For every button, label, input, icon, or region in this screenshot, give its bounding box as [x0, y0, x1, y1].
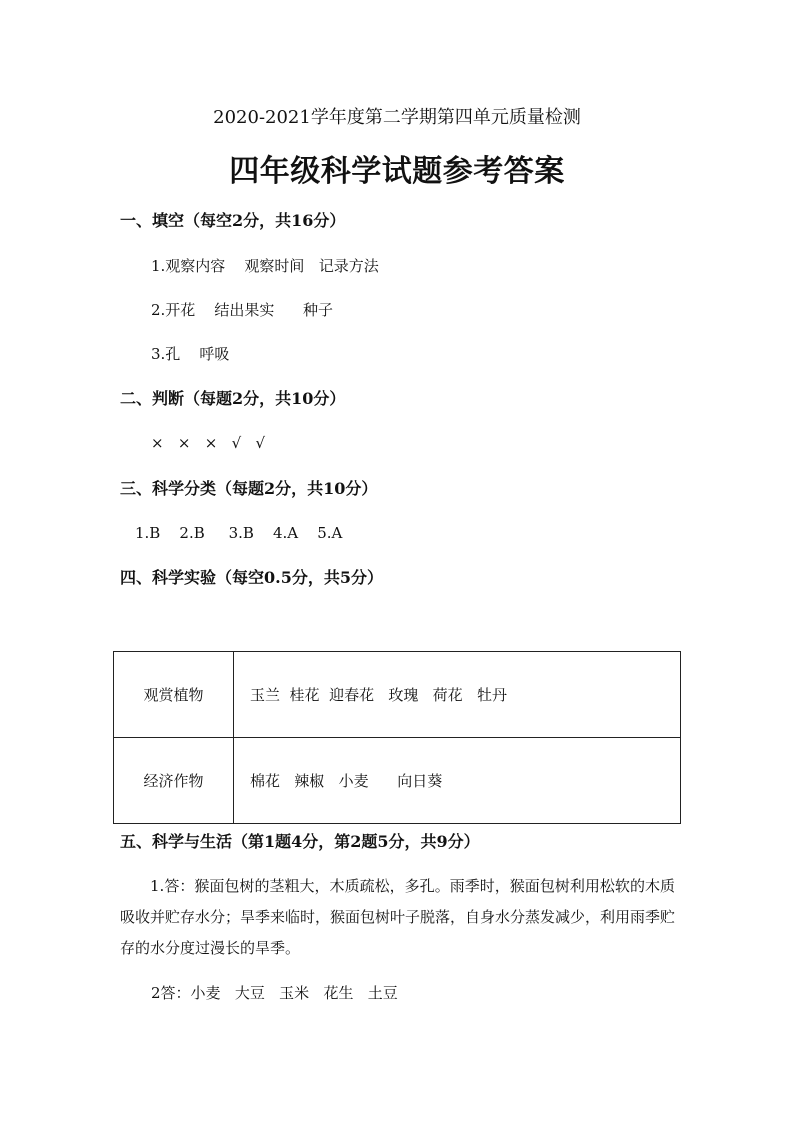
section-5-answer-1: 1.答：猴面包树的茎粗大，木质疏松，多孔。雨季时，猴面包树利用松软的木质吸收并贮存水分；旱季来临时，猴面包树叶子脱落，自身水分蒸发减少，利用雨季贮存的水分度过漫长的旱季。 [120, 877, 676, 957]
exam-subtitle: 2020-2021学年度第二学期第四单元质量检测 [213, 107, 581, 128]
plant-classification-table [113, 651, 681, 824]
section-2-answers: × × × √ √ [151, 434, 266, 452]
section-5-heading: 五、科学与生活（第1题4分，第2题5分，共9分） [120, 832, 480, 851]
section-1-answer-3: 3.孔 呼吸 [151, 345, 230, 363]
section-5-answer-2: 2答：小麦 大豆 玉米 花生 土豆 [151, 984, 398, 1002]
section-2-heading: 二、判断（每题2分，共10分） [120, 389, 346, 408]
section-3-heading: 三、科学分类（每题2分，共10分） [120, 479, 378, 498]
table-row [114, 652, 681, 738]
section-1-heading: 一、填空（每空2分，共16分） [120, 211, 346, 230]
table-category-cell: 经济作物 [114, 738, 234, 824]
table-category-cell: 观赏植物 [114, 652, 234, 738]
section-1-answer-2: 2.开花 结出果实 种子 [151, 301, 333, 319]
section-1-answer-1: 1.观察内容 观察时间 记录方法 [151, 257, 379, 275]
page-title: 四年级科学试题参考答案 [229, 154, 565, 189]
section-4-heading: 四、科学实验（每空0.5分，共5分） [120, 568, 383, 587]
table-plants-cell: 玉兰 桂花 迎春花 玫瑰 荷花 牡丹 [234, 652, 681, 738]
table-row [114, 738, 681, 824]
section-3-answers: 1.B 2.B 3.B 4.A 5.A [135, 524, 343, 542]
table-plants-cell: 棉花 辣椒 小麦 向日葵 [234, 738, 681, 824]
